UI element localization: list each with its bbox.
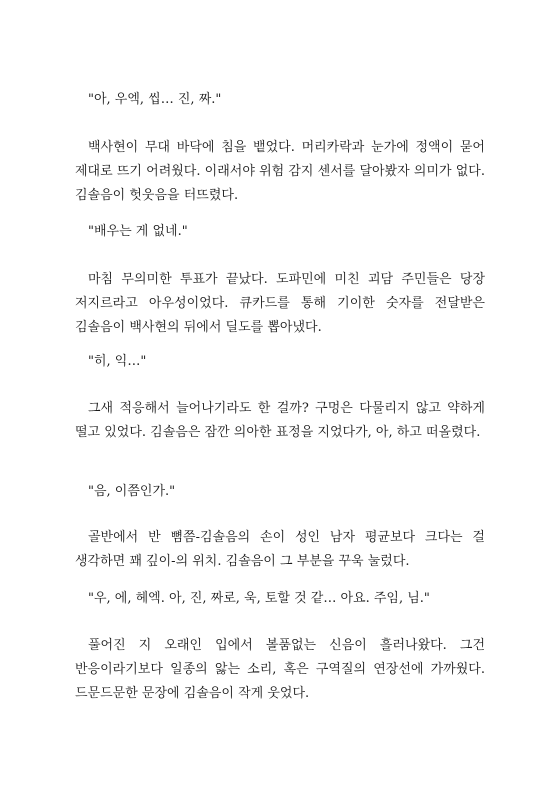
dialogue-paragraph xyxy=(75,88,485,112)
dialogue-paragraph xyxy=(75,350,485,374)
paragraph: "음, 이쯤인가." xyxy=(88,484,176,499)
paragraph: 백사현이 무대 바닥에 침을 뱉었다. 머리카락과 눈가에 정액이 묻어 제대로 뜨기 어려웠다. 이래서야 위험 감지 센서를 달아봤자 의미가 없다. 김솔음이 헛웃음을 터뜨렸다. xyxy=(75,140,485,203)
dialogue-paragraph xyxy=(75,587,485,611)
paragraph: 골반에서 반 뼘쯤-김솔음의 손이 성인 남자 평균보다 크다는 걸 생각하면 꽤 깊이-의 위치. 김솔음이 그 부분을 꾸욱 눌렀다. xyxy=(75,530,485,569)
dialogue-paragraph xyxy=(75,220,485,244)
paragraph: "히, 익…" xyxy=(88,354,147,369)
paragraph: "우, 에, 헤엑. 아, 진, 짜로, 욱, 토할 것 같… 아요. 주임, 님." xyxy=(88,591,430,606)
paragraph: 풀어진 지 오래인 입에서 볼품없는 신음이 흘러나왔다. 그건 반응이라기보다 일종의 앓는 소리, 혹은 구역질의 연장선에 가까웠다. 드문드문한 문장에 김솔음이 작게 웃었다. xyxy=(75,638,485,701)
paragraph: 마침 무의미한 투표가 끝났다. 도파민에 미친 괴담 주민들은 당장 저지르라고 아우성이었다. 큐카드를 통해 기이한 숫자를 전달받은 김솔음이 백사현의 뒤에서 딜도를 뽑아냈다. xyxy=(75,272,485,335)
narration-paragraph xyxy=(75,136,485,208)
paragraph: 그새 적응해서 늘어나기라도 한 걸까? 구멍은 다물리지 않고 약하게 떨고 있었다. 김솔음은 잠깐 의아한 표정을 지었다가, 아, 하고 떠올렸다. xyxy=(75,401,485,440)
narration-paragraph xyxy=(75,268,485,340)
paragraph: "아, 우엑, 씹… 진, 짜." xyxy=(88,92,222,107)
narration-paragraph xyxy=(75,634,485,706)
dialogue-paragraph xyxy=(75,480,485,504)
paragraph: "배우는 게 없네." xyxy=(88,224,188,239)
narration-paragraph xyxy=(75,397,485,445)
narration-paragraph xyxy=(75,526,485,574)
